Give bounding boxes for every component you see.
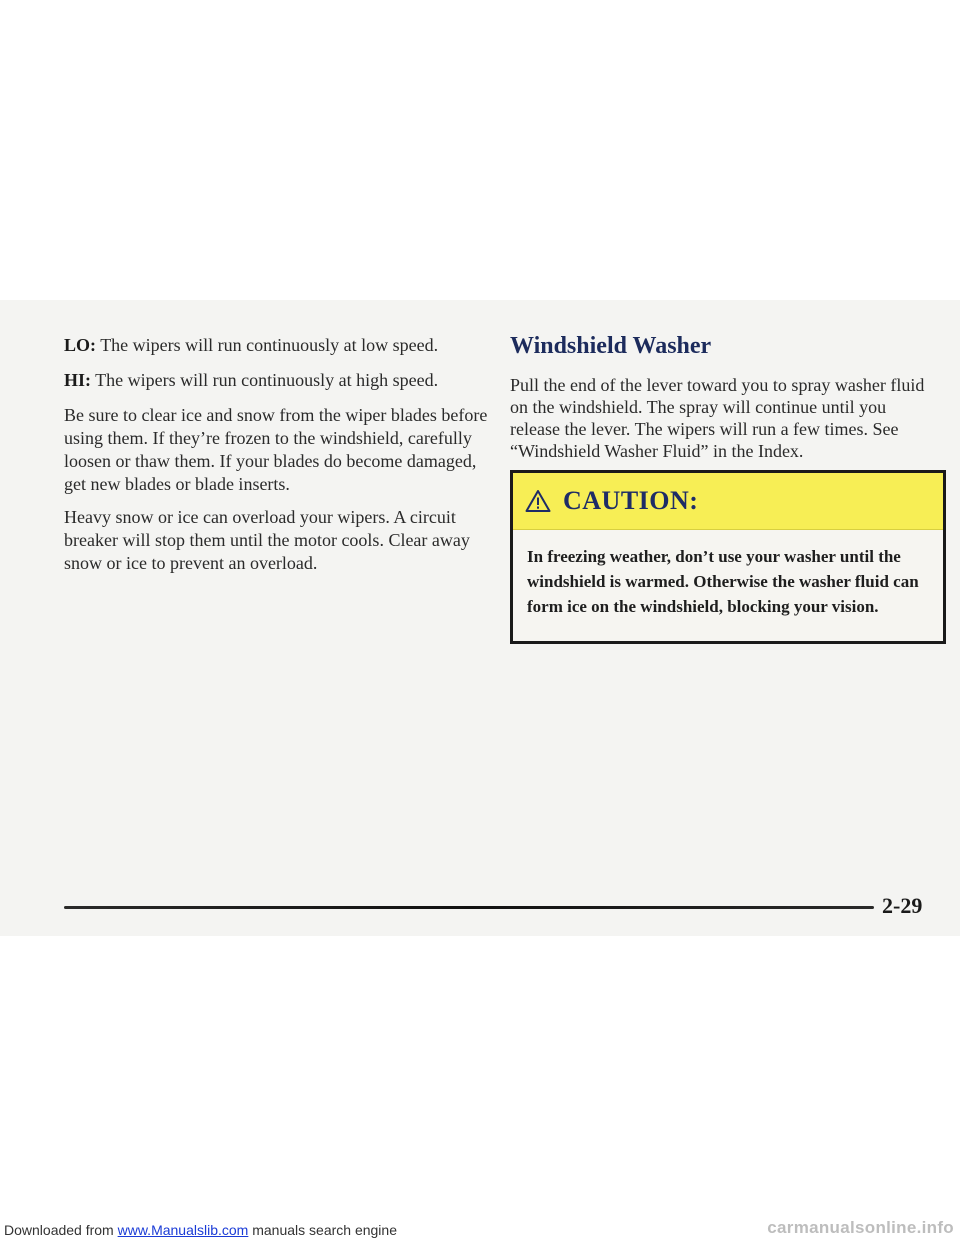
download-footer-text <box>4 1222 397 1238</box>
footer-rule <box>64 906 874 909</box>
footer-suffix: manuals search engine <box>248 1222 397 1238</box>
page-number: 2-29 <box>882 893 923 918</box>
lo-label: LO: <box>64 335 97 355</box>
manualslib-link[interactable]: www.Manualslib.com <box>117 1222 249 1238</box>
watermark-logo: carmanualsonline.info <box>767 1218 954 1237</box>
footer-prefix: Downloaded from <box>4 1222 118 1238</box>
download-footer <box>0 1218 960 1242</box>
caution-box <box>510 470 946 644</box>
hi-text: The wipers will run continuously at high speed. <box>91 370 439 390</box>
hi-label: HI: <box>64 370 91 390</box>
wiper-blades-paragraph: Be sure to clear ice and snow from the wiper blades before using them. If they’re frozen to the windshield, carefully loosen or thaw them. If your blades do become damaged, get new blades or blade inserts. <box>64 405 488 494</box>
lo-text: The wipers will run continuously at low speed. <box>96 335 439 355</box>
warning-triangle-icon <box>525 489 551 513</box>
right-column <box>510 332 940 616</box>
overload-paragraph: Heavy snow or ice can overload your wipers. A circuit breaker will stop them until the motor cools. Clear away snow or ice to prevent an overload. <box>64 507 470 573</box>
washer-paragraph: Pull the end of the lever toward you to spray washer fluid on the windshield. The spray will continue until you release the lever. The wipers will run a few times. See “Windshield Washer Fluid” in the Index. <box>510 375 925 461</box>
caution-text: In freezing weather, don’t use your washer until the windshield is warmed. Otherwise the washer fluid can form ice on the windshield, blocking your vision. <box>527 547 919 616</box>
left-column <box>64 334 489 585</box>
caution-label: CAUTION: <box>563 486 699 515</box>
caution-header <box>513 473 943 530</box>
lo-paragraph <box>64 334 489 357</box>
hi-paragraph <box>64 369 489 392</box>
section-heading: Windshield Washer <box>510 333 712 359</box>
